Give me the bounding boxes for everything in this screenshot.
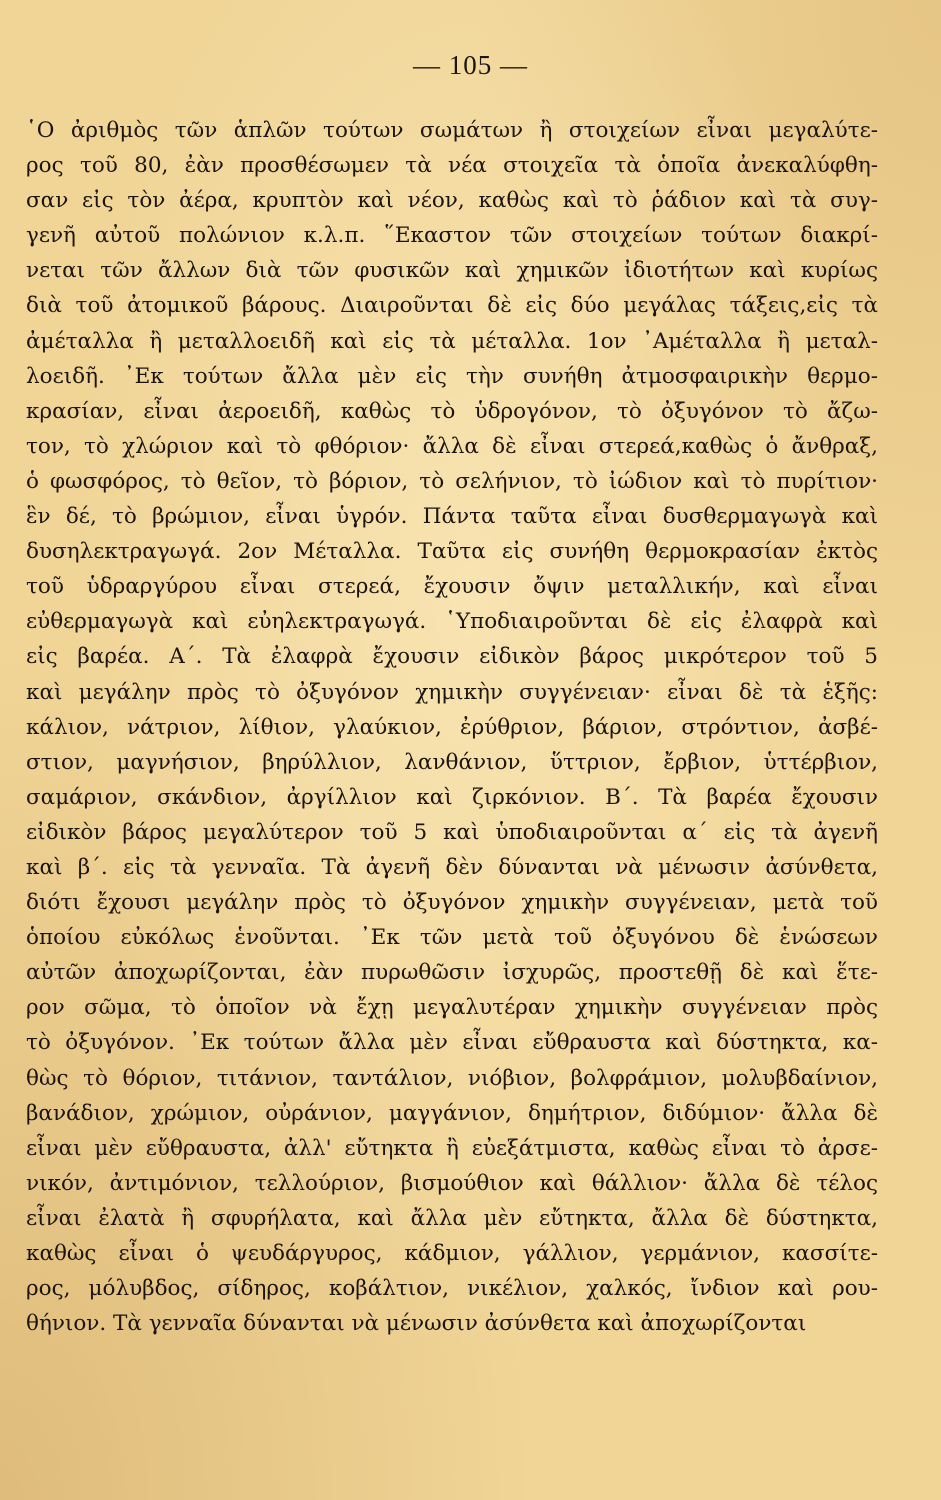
text-line: ρον σῶμα, τὸ ὁποῖον νὰ ἔχῃ μεγαλυτέραν χημικὴν συγγένειαν πρὸς bbox=[26, 995, 878, 1021]
text-line: καὶ β΄. εἰς τὰ γενναῖα. Τὰ ἀγενῆ δὲν δύνανται νὰ μένωσιν ἀσύνθετα, bbox=[26, 854, 878, 880]
text-line: γενῆ αὐτοῦ πολώνιον κ.λ.π. ῞Εκαστον τῶν στοιχείων τούτων διακρί- bbox=[26, 223, 878, 249]
body-text bbox=[26, 113, 878, 1341]
text-line: καὶ μεγάλην πρὸς τὸ ὀξυγόνον χημικὴν συγγένειαν· εἶναι δὲ τὰ ἑξῆς: bbox=[26, 679, 878, 705]
page-number-header: — 105 — bbox=[413, 50, 528, 80]
text-line: καθὼς εἶναι ὁ ψευδάργυρος, κάδμιον, γάλλιον, γερμάνιον, κασσίτε- bbox=[26, 1241, 878, 1266]
text-line: ἀμέταλλα ἢ μεταλλοειδῆ καὶ εἰς τὰ μέταλλα. 1ον ᾿Αμέταλλα ἢ μεταλ- bbox=[26, 328, 878, 354]
text-line: λοειδῆ. ᾿Εκ τούτων ἄλλα μὲν εἰς τὴν συνήθη ἀτμοσφαιρικὴν θερμο- bbox=[26, 363, 878, 389]
text-line: εἰδικὸν βάρος μεγαλύτερον τοῦ 5 καὶ ὑποδιαιροῦνται α΄ εἰς τὰ ἀγενῆ bbox=[26, 819, 878, 845]
text-line: στιον, μαγνήσιον, βηρύλλιον, λανθάνιον, ὕττριον, ἔρβιον, ὑττέρβιον, bbox=[26, 749, 878, 775]
text-line: τὸ ὀξυγόνον. ᾿Εκ τούτων ἄλλα μὲν εἶναι εὔθραυστα καὶ δύστηκτα, κα- bbox=[26, 1030, 878, 1056]
text-line: διὰ τοῦ ἀτομικοῦ βάρους. Διαιροῦνται δὲ εἰς δύο μεγάλας τάξεις,εἰς τὰ bbox=[26, 293, 878, 319]
text-line: διότι ἔχουσι μεγάλην πρὸς τὸ ὀξυγόνον χημικὴν συγγένειαν, μετὰ τοῦ bbox=[26, 890, 878, 916]
text-line: τον, τὸ χλώριον καὶ τὸ φθόριον· ἄλλα δὲ εἶναι στερεά,καθὼς ὁ ἄνθραξ, bbox=[26, 433, 878, 459]
text-line: ρος τοῦ 80, ἐὰν προσθέσωμεν τὰ νέα στοιχεῖα τὰ ὁποῖα ἀνεκαλύφθη- bbox=[26, 153, 878, 179]
text-line: ὁποίου εὐκόλως ἑνοῦνται. ᾿Εκ τῶν μετὰ τοῦ ὀξυγόνου δὲ ἑνώσεων bbox=[26, 925, 878, 951]
text-line: θήνιον. Τὰ γενναῖα δύνανται νὰ μένωσιν ἀσύνθετα καὶ ἀποχωρίζονται bbox=[26, 1311, 807, 1337]
text-line: νικόν, ἀντιμόνιον, τελλούριον, βισμούθιον καὶ θάλλιον· ἄλλα δὲ τέλος bbox=[26, 1170, 878, 1196]
text-line: αὐτῶν ἀποχωρίζονται, ἐὰν πυρωθῶσιν ἰσχυρῶς, προστεθῇ δὲ καὶ ἕτε- bbox=[26, 960, 878, 986]
text-line: νεται τῶν ἄλλων διὰ τῶν φυσικῶν καὶ χημικῶν ἰδιοτήτων καὶ κυρίως bbox=[26, 258, 878, 284]
text-line: εἶναι μὲν εὔθραυστα, ἀλλ' εὔτηκτα ἢ εὐεξάτμιστα, καθὼς εἶναι τὸ ἀρσε- bbox=[26, 1135, 878, 1161]
text-line: ἓν δέ, τὸ βρώμιον, εἶναι ὑγρόν. Πάντα ταῦτα εἶναι δυσθερμαγωγὰ καὶ bbox=[26, 504, 878, 530]
text-line: θὼς τὸ θόριον, τιτάνιον, ταντάλιον, νιόβιον, βολφράμιον, μολυβδαίνιον, bbox=[26, 1065, 878, 1091]
text-line: τοῦ ὑδραργύρου εἶναι στερεά, ἔχουσιν ὄψιν μεταλλικήν, καὶ εἶναι bbox=[26, 574, 878, 600]
text-line: ὁ φωσφόρος, τὸ θεῖον, τὸ βόριον, τὸ σελήνιον, τὸ ἰώδιον καὶ τὸ πυρίτιον· bbox=[26, 468, 878, 494]
text-line: ρος, μόλυβδος, σίδηρος, κοβάλτιον, νικέλιον, χαλκός, ἴνδιον καὶ ρου- bbox=[26, 1276, 878, 1302]
text-line: κρασίαν, εἶναι ἀεροειδῆ, καθὼς τὸ ὑδρογόνον, τὸ ὀξυγόνον τὸ ἄζω- bbox=[26, 398, 878, 424]
text-line: εὐθερμαγωγὰ καὶ εὐηλεκτραγωγά. ῾Υποδιαιροῦνται δὲ εἰς ἐλαφρὰ καὶ bbox=[26, 609, 878, 635]
text-line: ῾Ο ἀριθμὸς τῶν ἁπλῶν τούτων σωμάτων ἢ στοιχείων εἶναι μεγαλύτε- bbox=[26, 118, 878, 143]
text-line: σαμάριον, σκάνδιον, ἀργίλλιον καὶ ζιρκόνιον. Β΄. Τὰ βαρέα ἔχουσιν bbox=[26, 784, 878, 810]
text-line: εἰς βαρέα. Α΄. Τὰ ἐλαφρὰ ἔχουσιν εἰδικὸν βάρος μικρότερον τοῦ 5 bbox=[26, 644, 878, 670]
text-line: δυσηλεκτραγωγά. 2ον Μέταλλα. Ταῦτα εἰς συνήθη θερμοκρασίαν ἐκτὸς bbox=[26, 539, 878, 565]
text-line: σαν εἰς τὸν ἀέρα, κρυπτὸν καὶ νέον, καθὼς καὶ τὸ ῥάδιον καὶ τὰ συγ- bbox=[26, 188, 878, 214]
text-line: βανάδιον, χρώμιον, οὐράνιον, μαγγάνιον, δημήτριον, διδύμιον· ἄλλα δὲ bbox=[26, 1100, 878, 1126]
text-line: εἶναι ἐλατὰ ἢ σφυρήλατα, καὶ ἄλλα μὲν εὔτηκτα, ἄλλα δὲ δύστηκτα, bbox=[26, 1205, 878, 1231]
text-line: κάλιον, νάτριον, λίθιον, γλαύκιον, ἐρύθριον, βάριον, στρόντιον, ἀσβέ- bbox=[26, 714, 878, 740]
